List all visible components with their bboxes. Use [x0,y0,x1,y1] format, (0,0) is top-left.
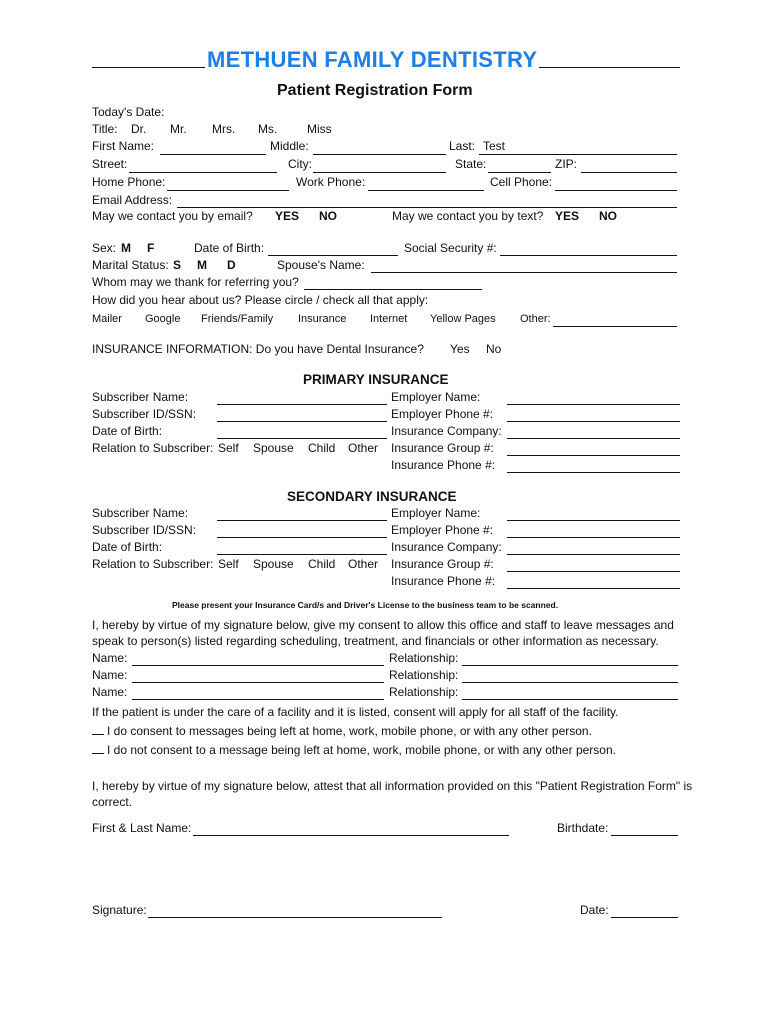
city-field[interactable] [313,172,446,173]
cell-phone-field[interactable] [555,190,677,191]
marital-option-d[interactable]: D [227,258,236,272]
primary-ins-phone-label: Insurance Phone #: [391,458,496,472]
primary-subscriber-id-label: Subscriber ID/SSN: [92,407,197,421]
secondary-subscriber-id-field[interactable] [217,537,387,538]
spouse-name-label: Spouse's Name: [277,258,365,272]
sex-option-m[interactable]: M [121,241,131,255]
dob-field[interactable] [268,255,398,256]
email-field[interactable] [177,207,677,208]
secondary-relation-spouse[interactable]: Spouse [253,557,294,571]
secondary-subscriber-id-label: Subscriber ID/SSN: [92,523,197,537]
primary-dob-field[interactable] [217,438,387,439]
source-other[interactable]: Other: [520,313,551,325]
last-name-label: Last: [449,139,476,153]
primary-group-label: Insurance Group #: [391,441,494,455]
secondary-relation-label: Relation to Subscriber: [92,557,214,571]
consent-paragraph: I, hereby by virtue of my signature below, give my consent to allow this office and staff to leave messages and speak to person(s) listed regarding scheduling, treatment, and financials or other information as necessary. [92,618,674,648]
primary-relation-self[interactable]: Self [218,441,239,455]
secondary-relation-other[interactable]: Other [348,557,379,571]
primary-employer-phone-label: Employer Phone #: [391,407,494,421]
source-insurance[interactable]: Insurance [298,313,347,325]
last-name-field[interactable] [479,154,677,155]
primary-subscriber-name-label: Subscriber Name: [92,390,189,404]
secondary-employer-phone-label: Employer Phone #: [391,523,494,537]
hear-about-label: How did you hear about us? Please circle / check all that apply: [92,293,429,307]
source-friends-family[interactable]: Friends/Family [201,313,274,325]
dob-label: Date of Birth: [194,241,265,255]
consent-option-no[interactable] [92,743,616,757]
sex-option-f[interactable]: F [147,241,155,255]
work-phone-field[interactable] [368,190,484,191]
primary-relation-spouse[interactable]: Spouse [253,441,294,455]
secondary-dob-field[interactable] [217,554,387,555]
insurance-info-label: INSURANCE INFORMATION: Do you have Dental Insurance? [92,342,424,356]
birthdate-field[interactable] [611,835,678,836]
contact-email-no[interactable]: NO [319,209,337,223]
work-phone-label: Work Phone: [296,175,366,189]
consent-relationship-label-1: Relationship: [389,651,459,665]
secondary-company-field[interactable] [507,554,680,555]
form-subtitle: Patient Registration Form [277,82,473,99]
marital-option-m[interactable]: M [197,258,207,272]
consent-name-field-1[interactable] [132,665,384,666]
source-internet[interactable]: Internet [370,313,408,325]
secondary-employer-name-label: Employer Name: [391,506,481,520]
first-name-label: First Name: [92,139,155,153]
consent-relationship-label-2: Relationship: [389,668,459,682]
consent-name-label-3: Name: [92,685,128,699]
consent-relationship-label-3: Relationship: [389,685,459,699]
marital-status-label: Marital Status: [92,258,169,272]
insurance-card-note: Please present your Insurance Card/s and Driver's License to the business team to be scanned. [172,600,559,610]
middle-name-field[interactable] [313,154,446,155]
source-google[interactable]: Google [145,313,181,325]
birthdate-label: Birthdate: [557,821,609,835]
contact-text-label: May we contact you by text? [392,209,544,223]
zip-label: ZIP: [555,157,578,171]
contact-text-no[interactable]: NO [599,209,617,223]
consent-name-field-2[interactable] [132,682,384,683]
city-label: City: [288,157,312,171]
page-title: METHUEN FAMILY DENTISTRY [207,47,538,72]
home-phone-field[interactable] [167,190,289,191]
secondary-employer-name-field[interactable] [507,520,680,521]
home-phone-label: Home Phone: [92,175,166,189]
primary-group-field[interactable] [507,455,680,456]
secondary-relation-child[interactable]: Child [308,557,336,571]
secondary-employer-phone-field[interactable] [507,537,680,538]
secondary-subscriber-name-label: Subscriber Name: [92,506,189,520]
referring-field[interactable] [304,289,482,290]
primary-company-field[interactable] [507,438,680,439]
secondary-dob-label: Date of Birth: [92,540,163,554]
primary-company-label: Insurance Company: [391,424,502,438]
primary-employer-name-field[interactable] [507,404,680,405]
street-field[interactable] [129,172,277,173]
first-last-name-label: First & Last Name: [92,821,192,835]
secondary-subscriber-name-field[interactable] [217,520,387,521]
date-label: Date: [580,903,609,917]
attest-paragraph: I, hereby by virtue of my signature below, attest that all information provided on this "Patient Registration Form" is correct. [92,779,693,809]
consent-name-label-2: Name: [92,668,128,682]
source-mailer[interactable]: Mailer [92,313,122,325]
first-last-name-field[interactable] [193,835,509,836]
title-label: Title: [92,122,118,136]
sex-label: Sex: [92,241,117,255]
consent-name-label-1: Name: [92,651,128,665]
marital-option-s[interactable]: S [173,258,182,272]
title-option-mr[interactable]: Mr. [170,122,187,136]
todays-date-label: Today's Date: [92,105,165,119]
contact-text-yes[interactable]: YES [555,209,580,223]
cell-phone-label: Cell Phone: [490,175,553,189]
signature-label: Signature: [92,903,147,917]
primary-employer-name-label: Employer Name: [391,390,481,404]
primary-relation-other[interactable]: Other [348,441,379,455]
signature-field[interactable] [148,917,442,918]
ssn-field[interactable] [500,255,677,256]
secondary-insurance-title: SECONDARY INSURANCE [287,489,457,504]
first-name-field[interactable] [160,154,266,155]
title-option-dr[interactable]: Dr. [131,122,147,136]
contact-email-label: May we contact you by email? [92,209,253,223]
primary-subscriber-name-field[interactable] [217,404,387,405]
insurance-no[interactable]: No [486,342,502,356]
state-label: State: [455,157,487,171]
last-name-value[interactable]: Test [483,139,506,153]
street-label: Street: [92,157,128,171]
consent-yes-label: I do consent to messages being left at home, work, mobile phone, or with any other person. [107,724,592,738]
secondary-group-field[interactable] [507,571,680,572]
consent-relationship-field-1[interactable] [462,665,678,666]
insurance-yes[interactable]: Yes [450,342,470,356]
title-option-miss[interactable]: Miss [307,122,332,136]
primary-relation-label: Relation to Subscriber: [92,441,214,455]
secondary-company-label: Insurance Company: [391,540,502,554]
referring-label: Whom may we thank for referring you? [92,275,299,289]
primary-employer-phone-field[interactable] [507,421,680,422]
primary-dob-label: Date of Birth: [92,424,163,438]
source-yellow-pages[interactable]: Yellow Pages [430,313,496,325]
consent-yes-checkbox[interactable] [92,724,104,735]
facility-note: If the patient is under the care of a facility and it is listed, consent will apply for all staff of the facility. [92,705,619,719]
secondary-relation-self[interactable]: Self [218,557,239,571]
consent-option-yes[interactable] [92,724,592,738]
email-label: Email Address: [92,193,173,207]
spouse-name-field[interactable] [371,272,677,273]
date-field[interactable] [611,917,678,918]
primary-ins-phone-field[interactable] [507,472,680,473]
secondary-ins-phone-label: Insurance Phone #: [391,574,496,588]
contact-email-yes[interactable]: YES [275,209,300,223]
primary-subscriber-id-field[interactable] [217,421,387,422]
consent-no-label: I do not consent to a message being left at home, work, mobile phone, or with any other person. [107,743,616,757]
secondary-ins-phone-field[interactable] [507,588,680,589]
source-other-field[interactable] [553,326,677,327]
zip-field[interactable] [581,172,677,173]
primary-relation-child[interactable]: Child [308,441,336,455]
consent-no-checkbox[interactable] [92,743,104,754]
secondary-group-label: Insurance Group #: [391,557,494,571]
primary-insurance-title: PRIMARY INSURANCE [303,372,449,387]
ssn-label: Social Security #: [404,241,497,255]
title-option-mrs[interactable]: Mrs. [212,122,236,136]
consent-relationship-field-2[interactable] [462,682,678,683]
consent-relationship-field-3[interactable] [462,699,678,700]
consent-name-field-3[interactable] [132,699,384,700]
title-option-ms[interactable]: Ms. [258,122,278,136]
state-field[interactable] [488,172,551,173]
middle-name-label: Middle: [270,139,309,153]
